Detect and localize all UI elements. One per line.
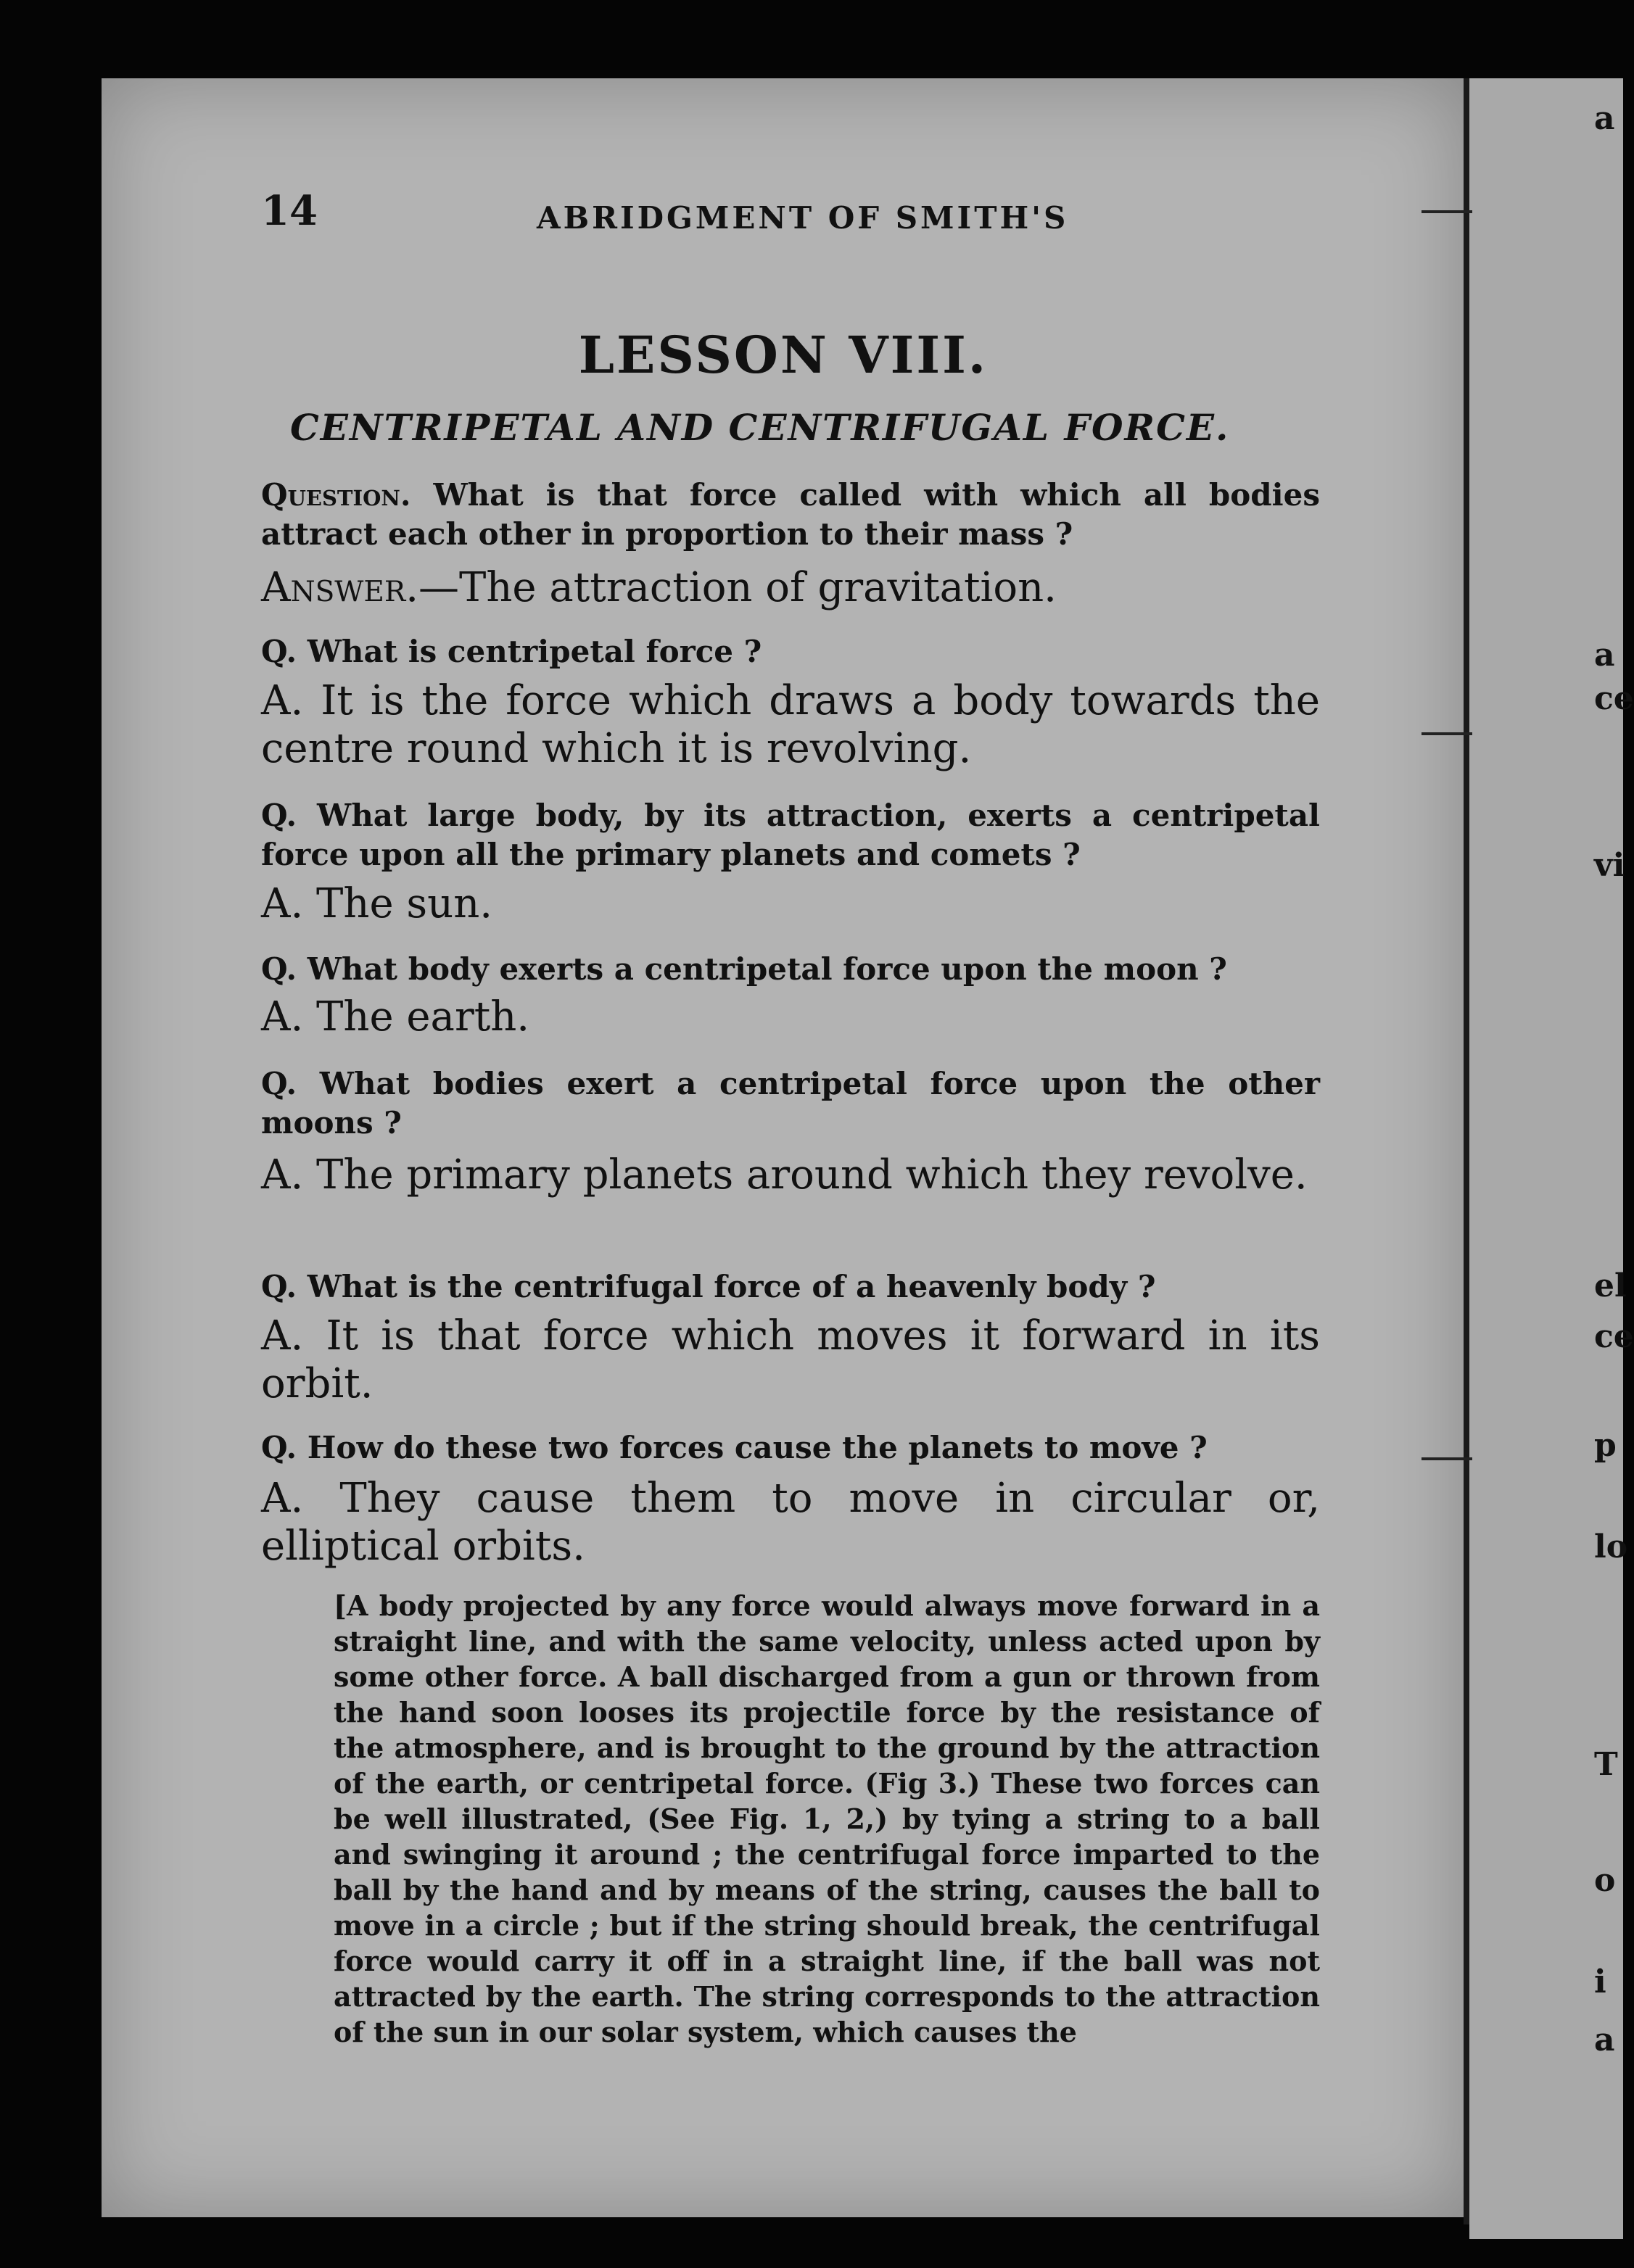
- binding-mark: [1422, 732, 1472, 735]
- answer: Answer.—The attraction of gravitation.: [261, 564, 1057, 611]
- answer: A. It is that force which moves it forward in its orbit.: [261, 1312, 1320, 1407]
- qa-block-5: [261, 796, 1320, 874]
- qa-block-3: [261, 632, 1320, 671]
- qa-block-4: [261, 677, 1320, 773]
- question: Q. What bodies exert a centripetal force upon the other moons ?: [261, 1066, 1320, 1141]
- answer: A. It is the force which draws a body towards the centre round which it is revolving.: [261, 677, 1320, 772]
- edge-fragment: ce: [1594, 680, 1634, 717]
- facing-page-edge: [1469, 78, 1634, 2239]
- qa-block-11: [261, 1267, 1320, 1307]
- binding-mark: [1422, 1457, 1472, 1460]
- edge-fragment: a: [1594, 100, 1615, 137]
- question: Q. What body exerts a centripetal force upon the moon ?: [261, 951, 1227, 987]
- qa-block-14: [261, 1475, 1320, 1570]
- edge-fragment: lo: [1594, 1528, 1628, 1565]
- edge-fragment: T: [1594, 1746, 1618, 1783]
- qa-block-8: [261, 993, 1320, 1041]
- edge-fragment: a: [1594, 637, 1615, 674]
- qa-block-6: [261, 880, 1320, 928]
- lesson-title: LESSON VIII.: [578, 325, 989, 385]
- answer: A. The sun.: [261, 880, 493, 927]
- qa-block-7: [261, 950, 1320, 989]
- edge-fragment: ce: [1594, 1318, 1634, 1355]
- edge-fragment: el: [1594, 1267, 1627, 1304]
- answer: A. The primary planets around which they revolve.: [261, 1151, 1308, 1199]
- question: Q. What large body, by its attraction, exerts a centripetal force upon all the primary planets and comets ?: [261, 798, 1320, 872]
- answer: A. The earth.: [261, 993, 530, 1040]
- explanatory-note: [A body projected by any force would always move forward in a straight line, and with the same velocity, unless acted upon by some other force. A ball discharged from a gun or thrown from the hand soon looses its projectile force by the resistance of the atmosphere, and is brought to the ground by the attraction of the earth, or centripetal force. (Fig 3.) These two forces can be well illustrated, (See Fig. 1, 2,) by tying a string to a ball and swinging it around ; the centrifugal force imparted to the ball by the hand and by means of the string, causes the ball to move in a circle ; but if the string should break, the centrifugal force would carry it off in a straight line, if the ball was not attracted by the earth. The string corresponds to the attraction of the sun in our solar system, which causes the: [334, 1589, 1320, 2048]
- edge-fragment: o: [1594, 1862, 1616, 1899]
- qa-block-2: [261, 564, 1320, 612]
- qa-block-9: [261, 1064, 1320, 1143]
- question: Q. What is centripetal force ?: [261, 634, 762, 669]
- edge-fragment: vi: [1594, 847, 1625, 884]
- answer: A. They cause them to move in circular or, elliptical orbits.: [261, 1475, 1320, 1570]
- question: Q. How do these two forces cause the planets to move ?: [261, 1430, 1208, 1465]
- qa-block-10: [261, 1151, 1320, 1199]
- edge-fragment: p: [1594, 1427, 1617, 1464]
- edge-fragment: a: [1594, 2021, 1615, 2058]
- running-head: ABRIDGMENT OF SMITH'S: [537, 200, 1069, 236]
- page-number: 14: [261, 187, 318, 235]
- question: Q. What is the centrifugal force of a heavenly body ?: [261, 1269, 1156, 1304]
- lesson-subtitle: CENTRIPETAL AND CENTRIFUGAL FORCE.: [290, 406, 1230, 449]
- edge-fragment: i: [1594, 1963, 1606, 2000]
- binding-mark: [1422, 210, 1472, 213]
- qa-block-12: [261, 1312, 1320, 1408]
- qa-block-1: [261, 476, 1320, 554]
- qa-block-13: [261, 1428, 1320, 1468]
- question: Question. What is that force called with which all bodies attract each other in proportion to their mass ?: [261, 477, 1320, 552]
- page-gutter: [1464, 78, 1469, 2224]
